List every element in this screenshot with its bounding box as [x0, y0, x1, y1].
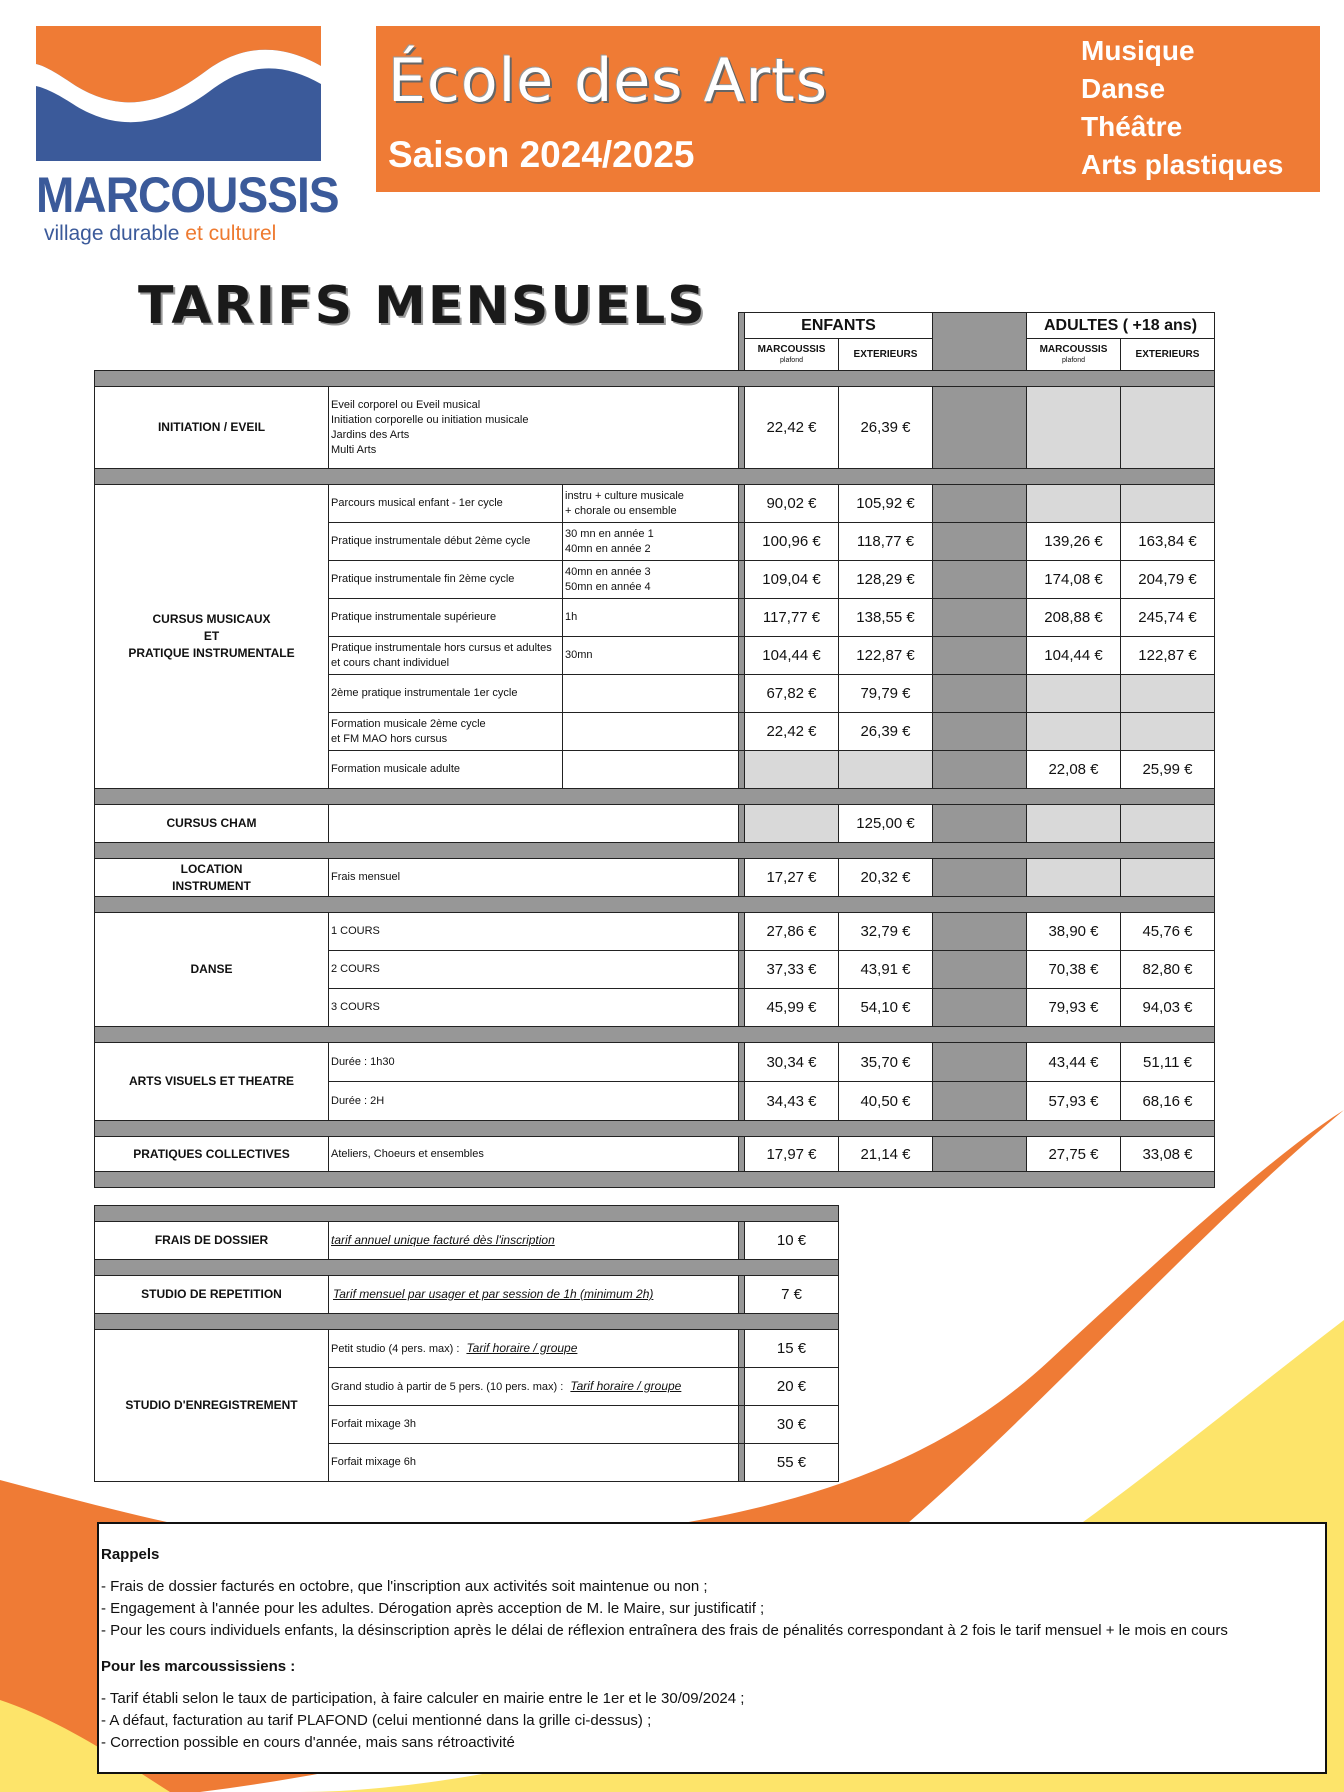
- price-child-marcoussis: 90,02 €: [745, 485, 839, 523]
- tagline-part-2: et culturel: [185, 222, 277, 245]
- note-line: - Frais de dossier facturés en octobre, que l'inscription aux activités soit maintenue ou non ;: [101, 1578, 708, 1595]
- price-child-marcoussis: 100,96 €: [745, 523, 839, 561]
- tariff-table: [94, 312, 1215, 1188]
- col-header-marcoussis: MARCOUSSIS plafond: [745, 339, 839, 371]
- course-description: Durée : 1h30: [329, 1043, 739, 1082]
- price-child-exterieurs: 32,79 €: [839, 913, 933, 951]
- course-detail: 1h: [563, 599, 739, 637]
- price-child-marcoussis: 117,77 €: [745, 599, 839, 637]
- price-child-exterieurs: 21,14 €: [839, 1137, 933, 1172]
- initiation-description: Eveil corporel ou Eveil musical Initiation corporelle ou initiation musicale Jardins des Arts Multi Arts: [329, 387, 739, 469]
- course-detail: 30mn: [563, 637, 739, 675]
- course-detail: instru + culture musicale + chorale ou ensemble: [563, 485, 739, 523]
- price-child-marcoussis: 22,42 €: [745, 713, 839, 751]
- table-header-row: [95, 313, 1215, 339]
- course-description: Formation musicale 2ème cycle et FM MAO hors cursus: [329, 713, 563, 751]
- note-line: - Correction possible en cours d'année, mais sans rétroactivité: [101, 1734, 515, 1751]
- group-children: ENFANTS: [745, 313, 933, 339]
- col-header-exterieurs: EXTERIEURS: [1121, 339, 1215, 371]
- price-adult-marcoussis: 38,90 €: [1027, 913, 1121, 951]
- table-row: [95, 1137, 1215, 1172]
- col-header-exterieurs: EXTERIEURS: [839, 339, 933, 371]
- note-line: - Engagement à l'année pour les adultes. Dérogation après acception de M. le Maire, sur justificatif ;: [101, 1600, 765, 1617]
- course-description: 2 COURS: [329, 951, 739, 989]
- fee-description: Grand studio à partir de 5 pers. (10 pers. max) : Tarif horaire / groupe: [329, 1368, 739, 1406]
- table-row: [95, 485, 1215, 523]
- header-banner: [376, 26, 1320, 192]
- price-adult-marcoussis: 174,08 €: [1027, 561, 1121, 599]
- separator-row: [95, 469, 1215, 485]
- price-child-exterieurs: 26,39 €: [839, 713, 933, 751]
- table-row: [95, 1330, 839, 1368]
- price-child-exterieurs: 54,10 €: [839, 989, 933, 1027]
- school-title: École des Arts: [388, 46, 829, 116]
- group-adults: ADULTES ( +18 ans): [1027, 313, 1215, 339]
- separator-row: [95, 789, 1215, 805]
- marcoussis-logo: [36, 26, 339, 245]
- price-child-exterieurs: 122,87 €: [839, 637, 933, 675]
- price-child-exterieurs: 118,77 €: [839, 523, 933, 561]
- category-arts: ARTS VISUELS ET THEATRE: [95, 1043, 329, 1121]
- price-child-exterieurs: 35,70 €: [839, 1043, 933, 1082]
- table-row: [95, 805, 1215, 843]
- price-adult-exterieurs: 82,80 €: [1121, 951, 1215, 989]
- price-adult-marcoussis: 27,75 €: [1027, 1137, 1121, 1172]
- price-adult-exterieurs: 45,76 €: [1121, 913, 1215, 951]
- price-child-marcoussis: 67,82 €: [745, 675, 839, 713]
- fee-price: 10 €: [745, 1222, 839, 1260]
- price-child-exterieurs: 128,29 €: [839, 561, 933, 599]
- price-adult-exterieurs: 94,03 €: [1121, 989, 1215, 1027]
- price-child-marcoussis: 17,27 €: [745, 859, 839, 897]
- price-child-exterieurs: 138,55 €: [839, 599, 933, 637]
- price-adult-marcoussis: 139,26 €: [1027, 523, 1121, 561]
- separator-row: [95, 1172, 1215, 1188]
- price-adult-marcoussis: 43,44 €: [1027, 1043, 1121, 1082]
- separator-row: [95, 1206, 839, 1222]
- fee-price: 55 €: [745, 1444, 839, 1482]
- price-child-marcoussis: 27,86 €: [745, 913, 839, 951]
- course-description: 1 COURS: [329, 913, 739, 951]
- table-row: [95, 913, 1215, 951]
- course-description: Ateliers, Choeurs et ensembles: [329, 1137, 739, 1172]
- separator-row: [95, 1314, 839, 1330]
- course-description: Pratique instrumentale début 2ème cycle: [329, 523, 563, 561]
- separator-row: [95, 1121, 1215, 1137]
- fee-description: Forfait mixage 3h: [329, 1406, 739, 1444]
- fee-description: Petit studio (4 pers. max) : Tarif horaire / groupe: [329, 1330, 739, 1368]
- fee-price: 15 €: [745, 1330, 839, 1368]
- fee-price: 30 €: [745, 1406, 839, 1444]
- price-adult-marcoussis: 208,88 €: [1027, 599, 1121, 637]
- price-child-marcoussis: 45,99 €: [745, 989, 839, 1027]
- course-description: Pratique instrumentale fin 2ème cycle: [329, 561, 563, 599]
- fee-price: 20 €: [745, 1368, 839, 1406]
- course-description: 3 COURS: [329, 989, 739, 1027]
- note-line: - A défaut, facturation au tarif PLAFOND (celui mentionné dans la grille ci-dessus) ;: [101, 1712, 652, 1729]
- price-child-marcoussis: 104,44 €: [745, 637, 839, 675]
- price-child-exterieurs: 125,00 €: [839, 805, 933, 843]
- price-adult-marcoussis: 79,93 €: [1027, 989, 1121, 1027]
- price-adult-exterieurs: 51,11 €: [1121, 1043, 1215, 1082]
- price-adult-exterieurs: 245,74 €: [1121, 599, 1215, 637]
- header-spacer: [95, 313, 739, 371]
- category-location: LOCATION INSTRUMENT: [95, 859, 329, 897]
- course-description: Formation musicale adulte: [329, 751, 563, 789]
- notes-box: [97, 1522, 1327, 1774]
- course-description: Durée : 2H: [329, 1082, 739, 1121]
- price-child-exterieurs: 40,50 €: [839, 1082, 933, 1121]
- course-description: Pratique instrumentale hors cursus et adultes et cours chant individuel: [329, 637, 563, 675]
- category-danse: DANSE: [95, 913, 329, 1027]
- note-line: - Pour les cours individuels enfants, la désinscription après le délai de réflexion entraînera des frais de pénalités correspondant à 2 fois le tarif mensuel + le mois en cours: [101, 1622, 1228, 1639]
- fee-description: Tarif mensuel par usager et par session de 1h (minimum 2h): [329, 1276, 739, 1314]
- price-child-marcoussis: 30,34 €: [745, 1043, 839, 1082]
- price-child-marcoussis: 37,33 €: [745, 951, 839, 989]
- price-adult-marcoussis: 57,93 €: [1027, 1082, 1121, 1121]
- discipline-item: Danse: [1081, 73, 1166, 104]
- course-description: Frais mensuel: [329, 859, 739, 897]
- category-dossier: FRAIS DE DOSSIER: [95, 1222, 329, 1260]
- price-adult-exterieurs: 163,84 €: [1121, 523, 1215, 561]
- discipline-item: Arts plastiques: [1081, 149, 1284, 180]
- logo-name: MARCOUSSIS: [36, 167, 339, 223]
- table-row: [95, 387, 1215, 469]
- course-description: Parcours musical enfant - 1er cycle: [329, 485, 563, 523]
- price-adult-marcoussis: 104,44 €: [1027, 637, 1121, 675]
- season-label: Saison 2024/2025: [388, 134, 695, 175]
- tagline-part-1: village durable: [44, 222, 180, 245]
- course-detail: 30 mn en année 1 40mn en année 2: [563, 523, 739, 561]
- separator-row: [95, 1027, 1215, 1043]
- category-collectives: PRATIQUES COLLECTIVES: [95, 1137, 329, 1172]
- price-child-exterieurs: 20,32 €: [839, 859, 933, 897]
- discipline-item: Théâtre: [1081, 111, 1183, 142]
- price-child-exterieurs: 79,79 €: [839, 675, 933, 713]
- separator-row: [95, 897, 1215, 913]
- discipline-item: Musique: [1081, 35, 1195, 66]
- course-detail: 40mn en année 3 50mn en année 4: [563, 561, 739, 599]
- price-child-marcoussis: 17,97 €: [745, 1137, 839, 1172]
- price-adult-exterieurs: 204,79 €: [1121, 561, 1215, 599]
- price-child-exterieurs: 43,91 €: [839, 951, 933, 989]
- separator-row: [95, 1260, 839, 1276]
- logo-wave-icon: [36, 26, 321, 161]
- price-adult-marcoussis: 70,38 €: [1027, 951, 1121, 989]
- category-initiation: INITIATION / EVEIL: [95, 387, 329, 469]
- price-adult-exterieurs: 122,87 €: [1121, 637, 1215, 675]
- col-header-marcoussis: MARCOUSSIS plafond: [1027, 339, 1121, 371]
- note-line: - Tarif établi selon le taux de participation, à faire calculer en mairie entre le 1er et le 30/09/2024 ;: [101, 1690, 745, 1707]
- table-row: [95, 859, 1215, 897]
- category-repetition: STUDIO DE REPETITION: [95, 1276, 329, 1314]
- fees-table: [94, 1205, 839, 1482]
- price-child-marcoussis: 109,04 €: [745, 561, 839, 599]
- fee-price: 7 €: [745, 1276, 839, 1314]
- price-adult-marcoussis: 22,08 €: [1027, 751, 1121, 789]
- category-enregistrement: STUDIO D'ENREGISTREMENT: [95, 1330, 329, 1482]
- category-cham: CURSUS CHAM: [95, 805, 329, 843]
- disciplines-list: [1081, 32, 1283, 184]
- logo-tagline: [44, 222, 276, 246]
- table-row: [95, 1276, 839, 1314]
- separator-row: [95, 371, 1215, 387]
- notes-heading-marcoussissiens: Pour les marcoussissiens :: [101, 1658, 296, 1675]
- page-title: TARIFS MENSUELS: [138, 276, 707, 336]
- table-row: [95, 1043, 1215, 1082]
- price-child-marcoussis: 22,42 €: [745, 387, 839, 469]
- table-row: [95, 1222, 839, 1260]
- notes-heading-rappels: Rappels: [101, 1546, 160, 1563]
- fee-description: Forfait mixage 6h: [329, 1444, 739, 1482]
- fee-description: tarif annuel unique facturé dès l'inscription: [329, 1222, 739, 1260]
- course-description: 2ème pratique instrumentale 1er cycle: [329, 675, 563, 713]
- separator-row: [95, 843, 1215, 859]
- price-adult-exterieurs: 25,99 €: [1121, 751, 1215, 789]
- price-adult-exterieurs: 68,16 €: [1121, 1082, 1215, 1121]
- price-adult-exterieurs: 33,08 €: [1121, 1137, 1215, 1172]
- category-cursus: CURSUS MUSICAUX ET PRATIQUE INSTRUMENTALE: [95, 485, 329, 789]
- course-description: Pratique instrumentale supérieure: [329, 599, 563, 637]
- divider-cell: [933, 313, 1027, 371]
- price-child-exterieurs: 26,39 €: [839, 387, 933, 469]
- price-child-marcoussis: 34,43 €: [745, 1082, 839, 1121]
- price-child-exterieurs: 105,92 €: [839, 485, 933, 523]
